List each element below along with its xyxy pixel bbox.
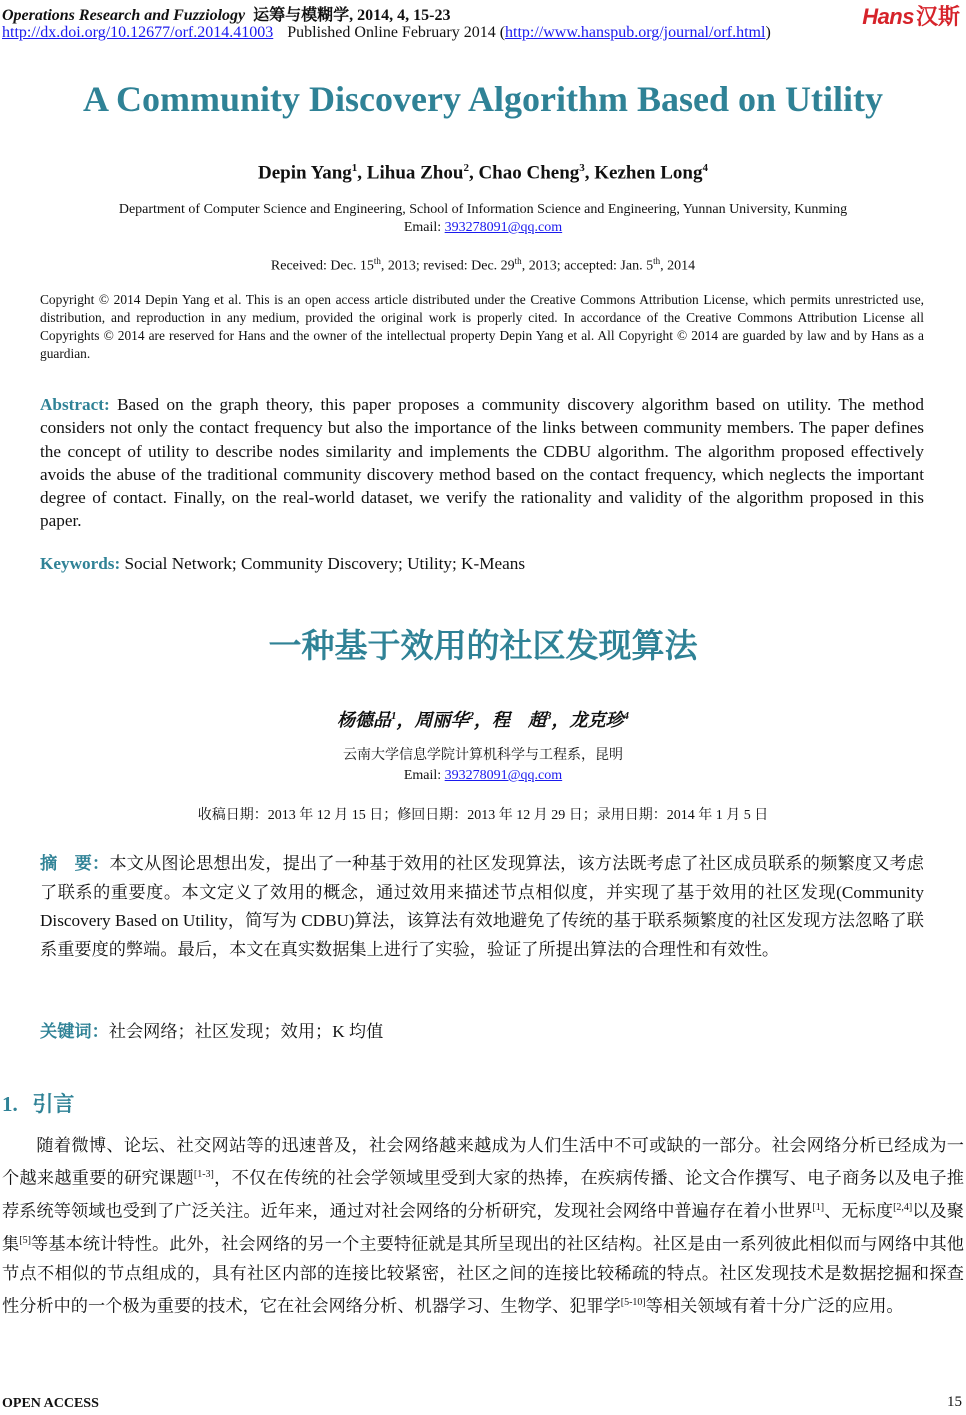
keywords-en (40, 554, 525, 574)
email-line-cn: Email: 393278091@qq.com (403, 768, 563, 783)
page-number: 15 (947, 1394, 962, 1410)
keywords-cn-text: 社会网络；社区发现；效用；K 均值 (108, 1022, 384, 1041)
author-affiliation-mark: 4 (702, 162, 708, 174)
keywords-label: Keywords: (40, 554, 121, 573)
author-name: Depin Yang (258, 162, 352, 184)
doi-link[interactable]: http://dx.doi.org/10.12677/orf.2014.41003 (2, 24, 274, 41)
citation[interactable]: [5-10] (620, 1297, 646, 1309)
email-line: Email: 393278091@qq.com (403, 220, 563, 235)
citation[interactable]: [1] (812, 1202, 825, 1214)
journal-link[interactable]: http://www.hanspub.org/journal/orf.html (505, 24, 766, 41)
author-separator: , (357, 162, 367, 184)
author-separator: , (584, 162, 595, 184)
abstract-label: Abstract: (40, 395, 110, 414)
abstract-cn-label: 摘 要： (40, 854, 110, 874)
author-name: Lihua Zhou (366, 162, 464, 184)
journal-header (2, 2, 450, 25)
author-list-en (0, 162, 966, 184)
affiliation-en (0, 201, 966, 237)
hans-logo (862, 0, 960, 31)
author-affiliation-mark: 1 (351, 162, 358, 174)
email-link[interactable]: 393278091@qq.com (444, 220, 563, 235)
affiliation-cn (0, 746, 966, 786)
author-name: Kezhen Long (594, 162, 703, 184)
author-separator: , (468, 162, 479, 184)
author-affiliation-mark: 3 (546, 710, 552, 722)
author-name: Chao Cheng (478, 162, 580, 184)
dates-en: Received: Dec. 15th, 2013; revised: Dec. 29th, 2013; accepted: Jan. 5th, 2014 (270, 256, 696, 274)
abstract-en (40, 393, 924, 533)
citation[interactable]: [2,4] (893, 1202, 913, 1214)
paper-title-cn: 一种基于效用的社区发现算法 (268, 626, 698, 665)
author-name: 杨德品 (337, 710, 391, 730)
author-list-cn (0, 706, 966, 732)
copyright-notice: Copyright © 2014 Depin Yang et al. This is an open access article distributed under the Creative Commons Attribution License, which permits unrestricted use, distribution, and reproduction in any medium, provided the original work is properly cited. In accordance of the Creative Commons Attribution License all Copyrights © 2014 are reserved for Hans and the owner of the intellectual property Depin Yang et al. All Copyright © 2014 are guarded by law and by Hans as a guardian. (40, 292, 924, 361)
citation[interactable]: [1-3] (193, 1169, 214, 1181)
abstract-cn-text: 本文从图论思想出发，提出了一种基于效用的社区发现算法，该方法既考虑了社区成员联系的频繁度又考虑了联系的重要度。本文定义了效用的概念，通过效用来描述节点相似度，并实现了基于效用的社区发现(Community Discovery Based on Utility，简写为 CDBU)算法，该算法有效地避免了传统的基于联系频繁度的社区发现方法忽略了联系重要度的弊端。最后，本文在真实数据集上进行了实验，验证了所提出算法的合理性和有效性。 (40, 854, 924, 959)
logo-text-en: Hans (862, 4, 914, 29)
author-separator: ， (396, 710, 415, 730)
citation[interactable]: [5] (19, 1235, 31, 1247)
author-name: 程 超 (492, 710, 546, 730)
paper-title-en: A Community Discovery Algorithm Based on Utility (83, 79, 883, 119)
dates-cn: 收稿日期：2013 年 12 月 15 日；修回日期：2013 年 12 月 29 日；录用日期：2014 年 1 月 5 日 (197, 808, 769, 823)
author-separator: ， (551, 710, 570, 730)
abstract-text: Based on the graph theory, this paper proposes a community discovery algorithm based on utility. The method considers not only the contact frequency but also the importance of the links between community members. The paper defines the concept of utility to describe nodes similarity and implements the CDBU algorithm. The algorithm proposed effectively avoids the abuse of the traditional community discovery method based on the contact frequency, which neglects the important degree of contact. Finally, on the real-world dataset, we verify the rationality and validity of the algorithm proposed in this paper. (40, 395, 924, 531)
affiliation-text: Department of Computer Science and Engineering, School of Information Science and Engineering, Yunnan University, Kunming (118, 202, 848, 217)
section-heading-introduction: 1. 引言 (2, 1092, 75, 1116)
author-affiliation-mark: 2 (468, 710, 474, 722)
abstract-cn (40, 850, 924, 964)
author-separator: ， (474, 710, 492, 730)
logo-text-cn: 汉斯 (915, 4, 960, 29)
journal-name-en: Operations Research and Fuzziology (2, 7, 246, 24)
author-name: 周丽华 (414, 710, 469, 730)
introduction-paragraph: 随着微博、论坛、社交网站等的迅速普及，社会网络越来越成为人们生活中不可或缺的一部分。社会网络分析已经成为一个越来越重要的研究课题[1-3]，不仅在传统的社会学领域里受到大家的热捧，在疾病传播、论文合作撰写、电子商务以及电子推荐系统等领域也受到了广泛关注。近年来，通过对社会网络的分析研究，发现社会网络中普遍存在着小世界[1]、无标度[2,4]以及聚集[5]等基本统计特性。此外，社会网络的另一个主要特征就是其所呈现出的社区结构。社区是由一系列彼此相似而与网络中其他节点不相似的节点组成的，具有社区内部的连接比较紧密，社区之间的连接比较稀疏的特点。社区发现技术是数据挖掘和探查性分析中的一个极为重要的技术，它在社会网络分析、机器学习、生物学、犯罪学[5-10]等相关领域有着十分广泛的应用。 (2, 1136, 964, 1316)
keywords-cn (40, 1017, 383, 1042)
email-link-cn[interactable]: 393278091@qq.com (444, 768, 563, 783)
keywords-text: Social Network; Community Discovery; Utility; K-Means (120, 554, 526, 573)
keywords-cn-label: 关键词： (40, 1022, 109, 1042)
author-affiliation-mark: 3 (579, 162, 585, 174)
author-name: 龙克珍 (569, 710, 624, 730)
publication-line: http://dx.doi.org/10.12677/orf.2014.41003 Published Online February 2014 (http://www.hanspub.org/journal/orf.html) (2, 24, 771, 41)
open-access-label: OPEN ACCESS (2, 1396, 99, 1411)
journal-issue-cn: 运筹与模糊学, 2014, 4, 15-23 (253, 7, 451, 24)
author-affiliation-mark: 2 (463, 162, 469, 174)
author-affiliation-mark: 4 (623, 710, 629, 722)
author-affiliation-mark: 1 (391, 710, 397, 722)
affiliation-cn-text: 云南大学信息学院计算机科学与工程系，昆明 (343, 748, 623, 763)
published-text: Published Online February 2014 ( (287, 24, 506, 41)
